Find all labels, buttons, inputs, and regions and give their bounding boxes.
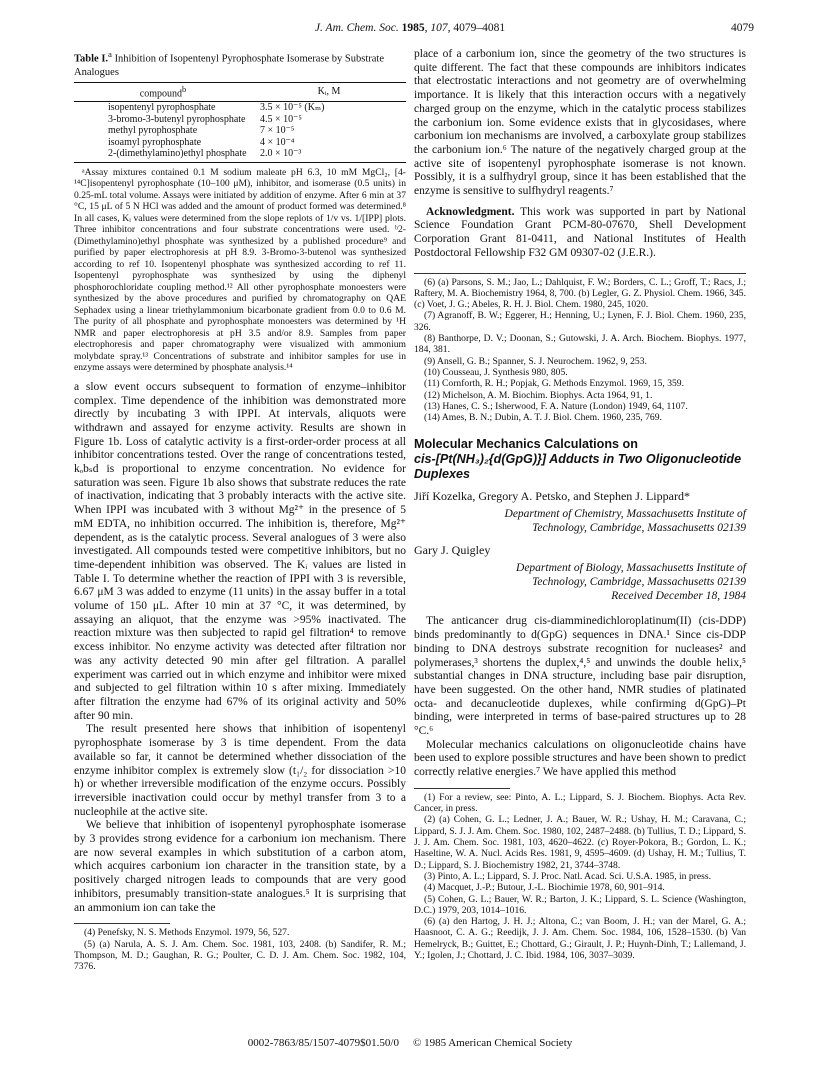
table-header-compound: compound$^b$ [74,82,252,102]
reference-item: (6) (a) Parsons, S. M.; Jao, L.; Dahlquist, F. W.; Borders, C. L.; Groff, T.; Racs, J.; Raftery, M. A. Biochemistry 1964, 8, 700. (b) Legler, G. Z. Physiol. Chem. 1966, 345. (c) Voet, J. G.; Abeles, R. H. J. Biol. Chem. 1980, 245, 1020. [414,276,746,311]
received-date: Received December 18, 1984 [611,589,746,602]
paragraph: place of a carbonium ion, since the geometry of the two structures is quite different. The fact that these compounds are inhibitors indicates that electrostatic interactions and not geometry are of overwhelming importance. It is likely that this interaction occurs with a negatively charged group on the enzyme, which in the catalytic process stabilizes the carbonium ion. Some evidence exists that in glycosidases, where carbonium ion mechanisms are involved, a carboxylate group stabilizes the carbonium ion.⁶ The nature of the negatively charged group at the active site of isopentenyl pyrophosphate isomerase is not known. Possibly, it is a sulfhydryl group, since it has been established that the enzyme is sensitive to sulfhydryl reagents.⁷ [414,48,746,198]
reference-item: (5) Cohen, G. L.; Bauer, W. R.; Barton, J. K.; Lippard, S. L. Science (Washington, D.C.) 1979, 203, 1014–1016. [414,893,746,916]
table-cell-compound: 2-(dimethylamino)ethyl phosphate [74,148,252,162]
journal-year: 1985 [401,22,425,34]
table-row [74,148,406,162]
author-affiliation: Department of Biology, Massachusetts Institute of Technology, Cambridge, Massachusetts 02139 [516,562,746,588]
reference-item: (13) Hanes, C. S.; Isherwood, F. A. Nature (London) 1949, 64, 1107. [424,400,688,412]
table-cell-compound: isopentenyl pyrophosphate [108,102,216,114]
reference-item: (2) (a) Cohen, G. L.; Ledner, J. A.; Bauer, W. R.; Ushay, H. M.; Caravana, C.; Lippard, S. J. J. Am. Chem. Soc. 1980, 102, 2487–2488. (b) Tullius, T. D.; Lippard, S. J. J. Am. Chem. Soc. 1981, 103, 4620–4622. (c) Royer-Pokora, B.; Gordon, L. K.; Haseltine, W. A. Nucl. Acids Res. 1981, 9, 4595–4609. (d) Ushay, H. M.; Tullius, T. D.; Lippard, S. J. Biochemistry 1982, 21, 3744–3748. [414,814,746,871]
left-body-text [74,381,406,915]
reference-item: (10) Cousseau, J. Synthesis 980, 805. [424,366,568,378]
reference-item: (7) Agranoff, B. W.; Eggerer, H.; Henning, U.; Lynen, F. J. Biol. Chem. 1960, 235, 326. [414,310,746,333]
reference-item: (4) Penefsky, N. S. Methods Enzymol. 1979, 56, 527. [84,927,290,939]
journal-name: J. Am. Chem. Soc. [314,22,399,34]
paragraph: The result presented here shows that inhibition of isopentenyl pyrophosphate isomerase by 3 is time dependent. From the data available so far, it cannot be determined whether dissociation of the enzyme inhibitor complex is extremely slow (t₁/₂ for dissociation >10 h) or whether irreversible modification of the enzyme occurs. Possibly irreversible inactivation could occur by methyl transfer from 3 to a nucleophile at the active site. [74,723,406,818]
page-number: 4079 [731,22,754,34]
table-cell-ki: 4.5 × 10⁻⁵ [260,113,302,125]
article-authors: Jiří Kozelka, Gregory A. Petsko, and Stephen J. Lippard* [414,489,690,504]
article-title [414,437,746,482]
table-cell-compound: 3-bromo-3-butenyl pyrophosphate [108,113,246,125]
reference-item: (5) (a) Narula, A. S. J. Am. Chem. Soc. 1981, 103, 2408. (b) Sandifer, R. M.; Thompson, M. D.; Gaughan, R. G.; Poulter, C. D. J. Am. Chem. Soc. 1982, 104, 7376. [74,938,406,973]
running-header-citation: J. Am. Chem. Soc. 1985, 107, 4079–4081 [314,22,506,34]
running-header [0,20,820,36]
table-caption-mark: a [108,49,112,59]
reference-item: (8) Banthorpe, D. V.; Doonan, S.; Gutowski, J. A. Arch. Biochem. Biophys. 1977, 184, 381. [414,333,746,356]
table-cell-ki: 3.5 × 10⁻⁵ (Kₘ) [260,102,325,114]
paragraph: a slow event occurs subsequent to formation of enzyme–inhibitor complex. Time dependence of the inhibition was demonstrated more directly by incubating 3 with IPPI. At intervals, aliquots were withdrawn and assayed for enzyme activity. Results are shown in Figure 1b. Loss of catalytic activity is a first-order-order process at all inhibitor concentrations tested. Over the range of concentrations tested, kₒbₛd is proportional to enzyme concentration. No evidence for saturation was seen. Figure 1b also shows that substrate reduces the rate of inactivation, indicating that 3 probably interacts with the active site. When IPPI was incubated with 3 without Mg²⁺ in the presence of 5 mM EDTA, no inhibition occurred. The inhibition is, therefore, Mg²⁺ dependent, as is the catalytic process. Several analogues of 3 were also investigated. All compounds tested were competitive inhibitors, but no time-dependent inhibition was observed. The Kᵢ values are listed in Table I. To determine whether the reaction of IPPI with 3 is reversible, 6.67 μM 3 was added to enzyme (11 units) in the assay buffer in a total volume of 150 μL. After 10 min at 37 °C, it was determined, by assaying an aliquot, that the enzyme was >95% inactivated. The reaction mixture was then subjected to rapid gel filtration⁴ to remove excess inhibitor. No enzyme activity was detected after filtration nor was any activity detected 90 min after gel filtration. A parallel experiment was carried out in which enzyme and inhibitor were mixed and subjected to gel filtration within 10 s after mixing. Immediately after filtration the enzyme had 67% of its original activity and 50% after 90 min. [74,380,406,722]
article-title-line: Molecular Mechanics Calculations on [414,437,638,452]
journal-volume: 107 [430,22,448,34]
reference-item: (1) For a review, see: Pinto, A. L.; Lippard, S. J. Biochem. Biophys. Acta Rev. Cancer, in press. [414,791,746,815]
table-cell-ki: 2.0 × 10⁻³ [252,148,406,162]
article-title-line: cis-[Pt(NH₃)₂{d(GpG)}] Adducts in Two Oligonucleotide Duplexes [414,452,742,482]
table-footnote [74,167,406,374]
references-rule [414,273,746,274]
table-caption [74,48,406,79]
article-author-2: Gary J. Quigley [414,543,491,557]
reference-item: (14) Ames, B. N.; Dubin, A. T. J. Biol. Chem. 1960, 235, 769. [424,412,662,424]
table-header-ki: Kᵢ, M [252,82,406,102]
table-cell-ki: 4 × 10⁻⁴ [260,136,295,148]
table-row [74,114,406,126]
table-row [74,125,406,137]
right-references [414,277,746,424]
right-body-text [414,48,746,261]
right-column [414,48,746,961]
footer-code: 0002-7863/85/1507-4079$01.50/0 [247,1037,399,1049]
table-row [74,137,406,149]
table-cell-ki: 7 × 10⁻⁵ [260,125,295,137]
paragraph: The anticancer drug cis-diamminedichloroplatinum(II) (cis-DDP) binds predominantly to d(GpG) sequences in DNA.¹ Since cis-DDP binding to DNA destroys substrate recognition for nucleases² and polymerases,³ shortens the duplex,⁴,⁵ and unwinds the double helix,⁵ substantial changes in DNA structure, including base pair disruption, have been suggested. On the other hand, NMR studies of platinated octa- and decanucleotide duplexes, while confirming d(GpG)–Pt binding, were interpreted in terms of base-paired structures up to 28 °C.⁶ [414,615,746,738]
table-caption-label: Table I. [74,53,109,65]
footer-copyright: © 1985 American Chemical Society [412,1037,573,1049]
reference-item: (11) Cornforth, R. H.; Popjak, G. Methods Enzymol. 1969, 15, 359. [424,378,684,390]
paragraph: We believe that inhibition of isopentenyl pyrophosphate isomerase by 3 provides strong evidence for a carbonium ion mechanism. There are now several examples in which substitution of a carbon atom, which acquires carbonium ion character in the transition state, by a positively charged nitrogen leads to compounds that are very good inhibitors, presumably transition-state analogues.⁵ It is surprising that an ammonium ion can take the [74,819,406,914]
article-references [414,792,746,961]
left-references [74,927,406,972]
acknowledgment [414,206,746,261]
inhibition-table [74,82,406,163]
acknowledgment-text: This work was supported in part by National Science Foundation Grant PCM-80-07670, Shell Development Corporation Grant 81-0411, and National Institutes of Health Postdoctoral Fellowship F32 GM 09307-02 (J.E.R.). [414,205,746,259]
footnote-rule [414,788,510,789]
table-caption-text: Inhibition of Isopentenyl Pyrophosphate Isomerase by Substrate Analogues [74,53,385,78]
reference-item: (6) (a) den Hartog, J. H. J.; Altona, C.; van Boom, J. H.; van der Marel, G. A.; Haasnoot, C. A. G.; Reedijk, J. J. Am. Chem. Soc. 1984, 106, 1528–1530. (b) Van Hemelryck, B.; Guittet, E.; Chottard, G.; Girault, J. P.; Huynh-Dinh, T.; Lallemand, J. Y.; Igolen, J.; Chottard, J. C. Ibid. 1984, 106, 3037–3039. [414,916,746,961]
table-row [74,102,406,114]
footnote-rule [74,923,170,924]
table-cell-compound: isoamyl pyrophosphate [108,136,202,148]
acknowledgment-label: Acknowledgment. [426,205,515,218]
article-body-text [414,615,746,779]
journal-pages: 4079–4081 [453,22,506,34]
reference-item: (4) Macquet, J.-P.; Butour, J.-L. Biochimie 1978, 60, 901–914. [424,882,665,894]
reference-item: (12) Michelson, A. M. Biochim. Biophys. Acta 1964, 91, 1. [424,389,653,401]
page-footer [0,1036,820,1050]
left-column [74,48,406,972]
table-cell-compound: methyl pyrophosphate [108,125,198,137]
reference-item: (9) Ansell, G. B.; Spanner, S. J. Neurochem. 1962, 9, 253. [424,355,647,367]
author-affiliation: Department of Chemistry, Massachusetts Institute of Technology, Cambridge, Massachusetts 02139 [504,508,746,535]
reference-item: (3) Pinto, A. L.; Lippard, S. J. Proc. Natl. Acad. Sci. U.S.A. 1985, in press. [424,870,711,882]
paragraph: Molecular mechanics calculations on oligonucleotide chains have been used to explore possible structures and have been shown to predict correctly relative energies.⁷ We have applied this method [414,738,746,779]
table-footnote-text: ᵃAssay mixtures contained 0.1 M sodium maleate pH 6.3, 10 mM MgCl₂, [4-¹⁴C]isopentenyl pyrophosphate (10–100 μM), inhibitor, and isomerase (0.5 units) in 0.25-mL total volume. Assays were initiated by addition of enzyme. After 6 min at 37 °C, 15 μL of 5 N HCl was added and the amount of product formed was determined.⁸ In all cases, Kᵢ values were determined from the slope replots of 1/v vs. 1/[IPP] plots. Three inhibitor concentrations and four substrate concentrations were used. ᵇ2-(Dimethylamino)ethyl phosphate was synthesized by a published procedure⁹ and purified by paper electrophoresis at pH 8.9. 3-Bromo-3-butenol was synthesized according to ref 10. Isopentenyl phosphate was synthesized according to ref 11. Isopentenyl pyrophosphate was synthesized by using the diphenyl phosphorochloridate coupling method.¹² All other pyrophosphate monoesters were synthesized by the above procedures and purified by chromatography on QAE Sephadex using a linear triethylammonium bicarbonate gradient from 0.0 to 0.6 M. The purity of all phosphate and pyrophosphate monoesters was determined by ¹H NMR and paper electrophoresis at pH 3.5 and/or 8.9. Samples from paper electrophoresis and paper chromatography were visualized with ammonium molybdate spray.¹³ Concentrations of substrate and inhibitor samples for use in enzyme assays were determined by phosphate analysis.¹⁴ [74,166,406,374]
table-header-row [74,82,406,102]
